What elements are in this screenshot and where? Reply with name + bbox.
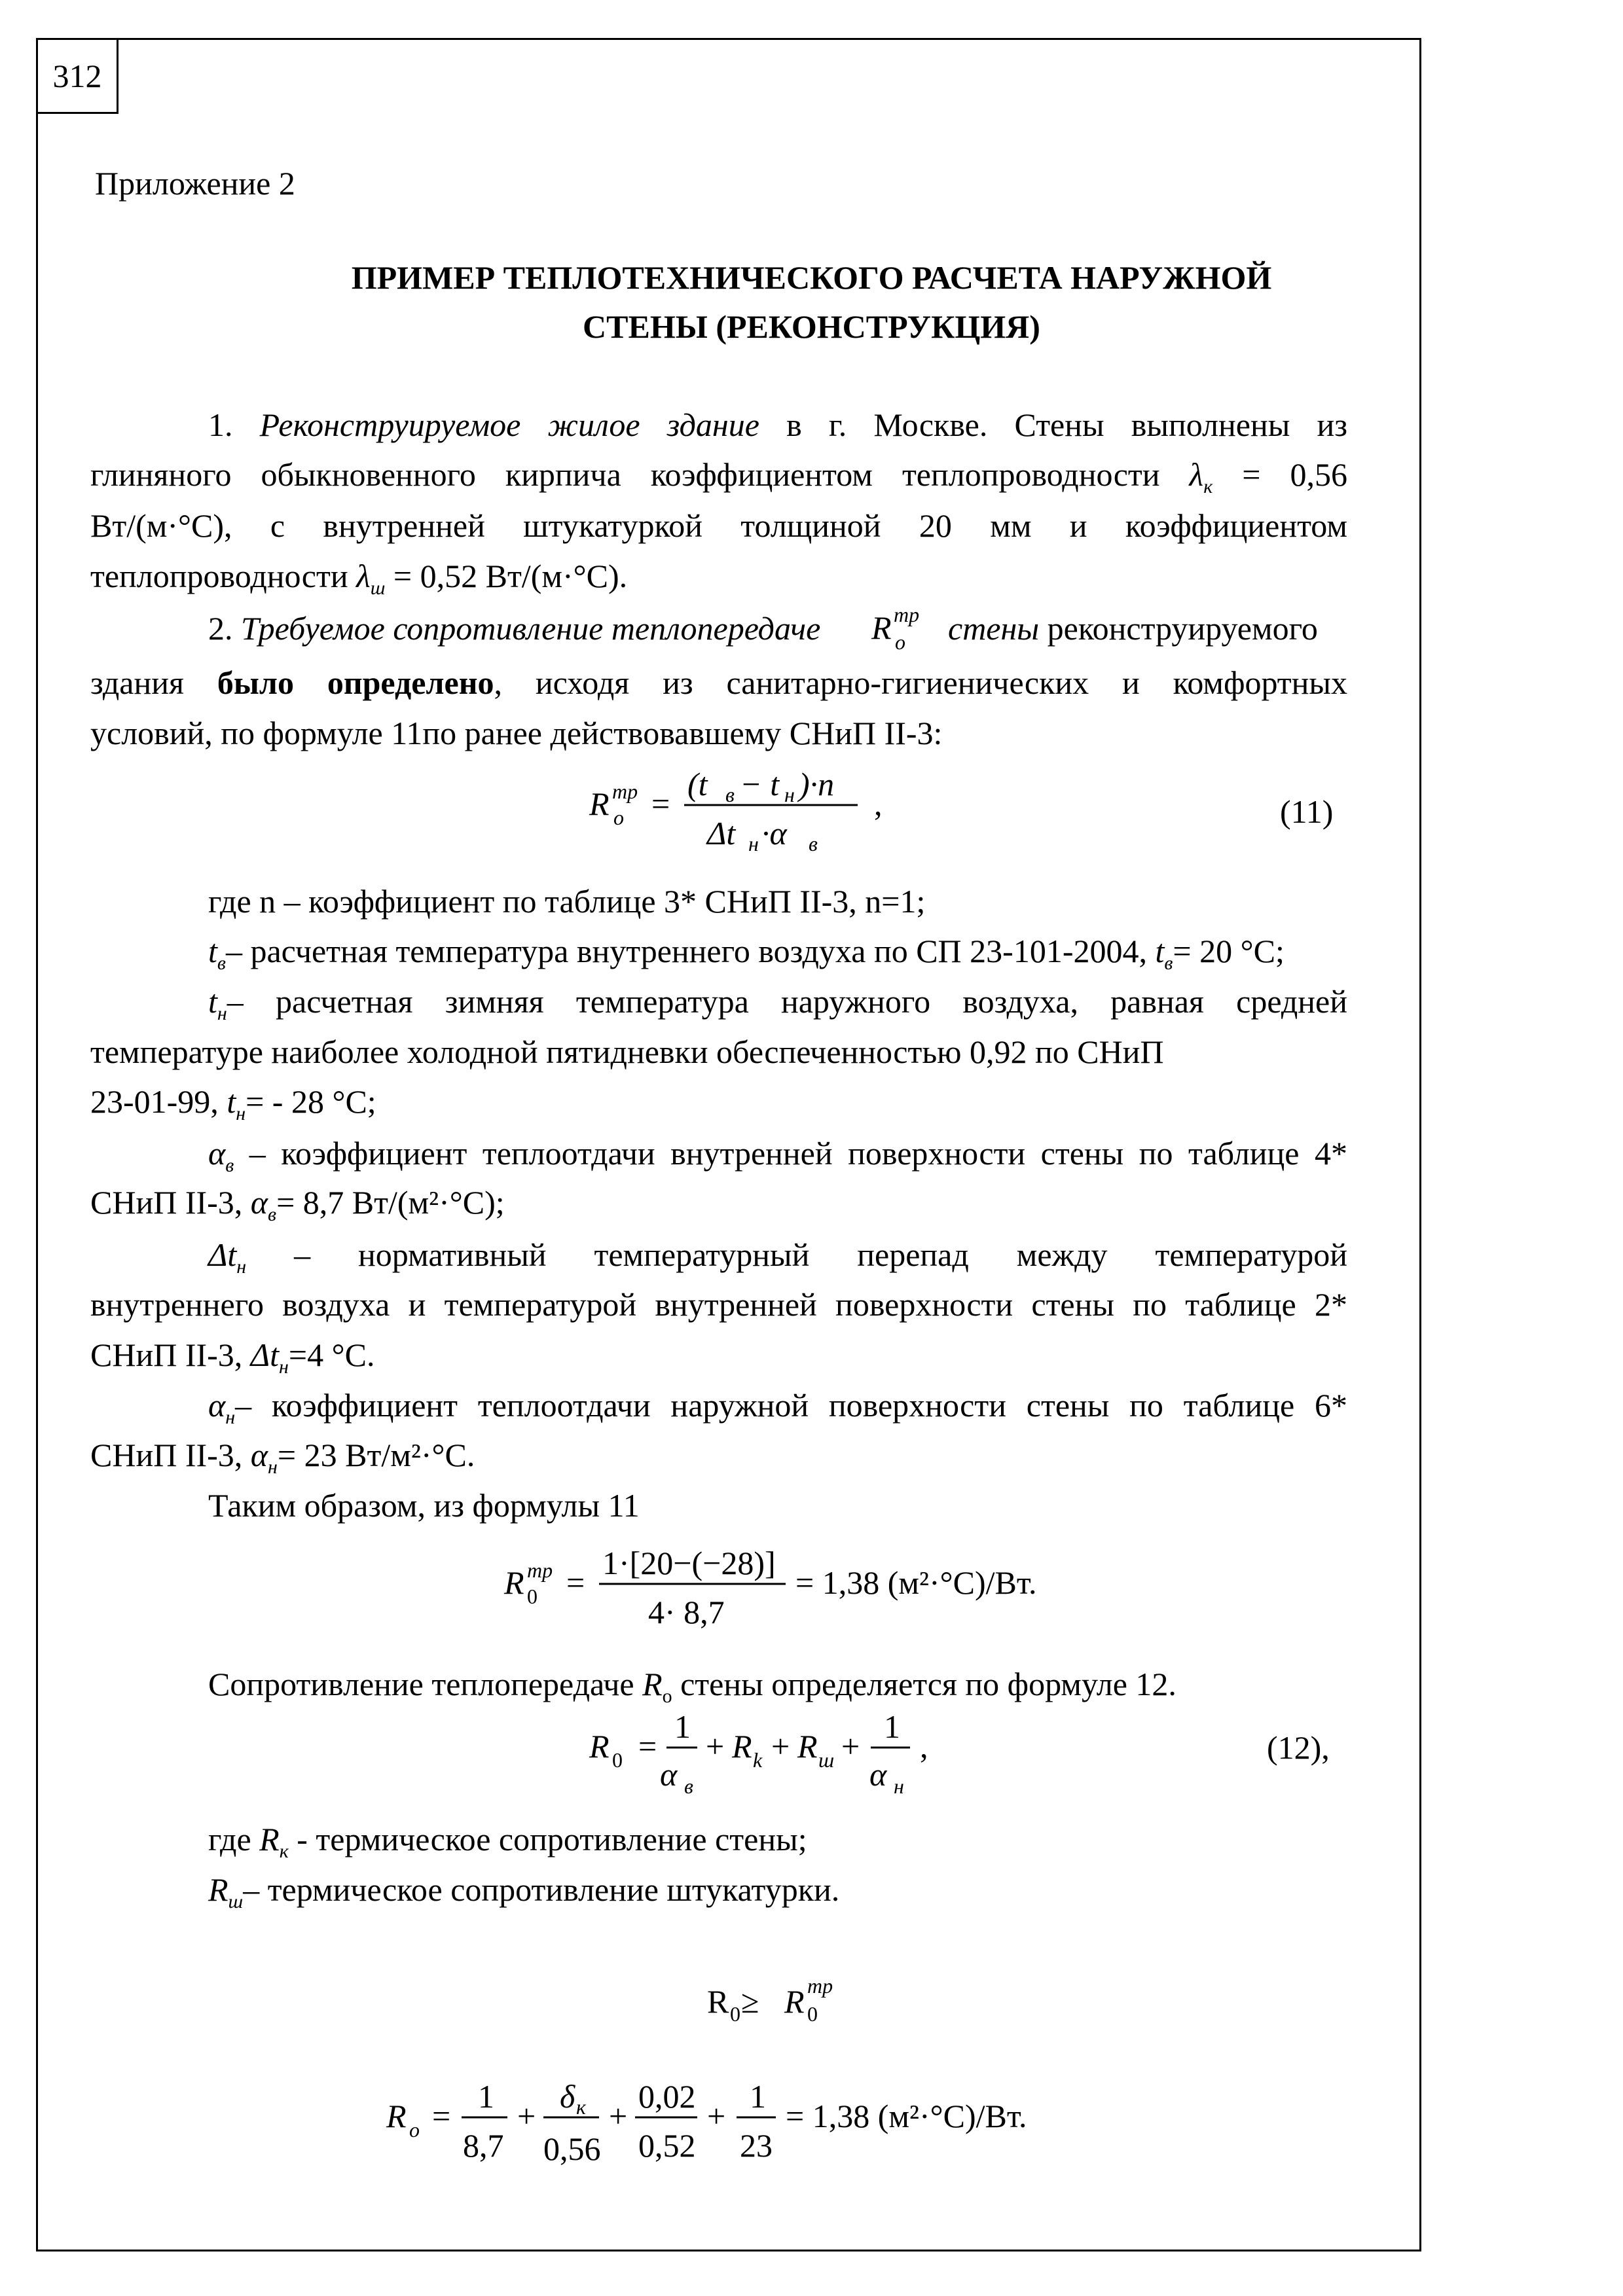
svg-text:8,7: 8,7 bbox=[463, 2127, 504, 2164]
svg-text:R: R bbox=[386, 2098, 407, 2134]
condition-r0 bbox=[701, 1964, 871, 2036]
p2-line-2: здания было определено, исходя из санитарно-гигиенических и комфортных bbox=[90, 664, 1348, 701]
def-av-line-1: $\alpha_в$ – коэффициент теплоотдачи внутренней поверхности стены по таблице 4* bbox=[208, 1135, 1347, 1176]
svg-text:R: R bbox=[797, 1728, 818, 1765]
svg-text:в: в bbox=[809, 832, 818, 855]
svg-text:0,52: 0,52 bbox=[638, 2127, 696, 2164]
appendix-label: Приложение 2 bbox=[95, 165, 295, 202]
svg-text:)·n: )·n bbox=[799, 766, 835, 802]
p1-line-3: Вт/(м·°С), с внутренней штукатуркой толщиной 20 мм и коэффициентом bbox=[90, 507, 1347, 544]
equation-11-label: (11) bbox=[1280, 793, 1334, 830]
equation-12-label: (12), bbox=[1267, 1729, 1330, 1766]
def-an-line-1: $\alpha_н-$ коэффициент теплоотдачи наружной поверхности стены по таблице 6* bbox=[208, 1387, 1347, 1428]
def-av-line-2: СНиП II-3, $\alpha_в= 8,7$ Вт/(м²·°С); bbox=[90, 1184, 505, 1225]
svg-text:0: 0 bbox=[527, 1585, 538, 1608]
p1-line-1: 1. Реконструируемое жилое здание в г. Москве. Стены выполнены из bbox=[208, 406, 1348, 443]
svg-text:k: k bbox=[753, 1748, 763, 1772]
svg-text:R: R bbox=[504, 1564, 524, 1601]
svg-text:·α: ·α bbox=[761, 815, 787, 852]
svg-text:+: + bbox=[517, 2098, 536, 2134]
svg-text:=: = bbox=[651, 785, 670, 822]
svg-text:+: + bbox=[609, 2098, 628, 2134]
svg-text:R: R bbox=[589, 785, 610, 822]
svg-text:тр: тр bbox=[807, 1974, 833, 1998]
svg-text:к: к bbox=[576, 2095, 586, 2119]
thus-line: Таким образом, из формулы 11 bbox=[208, 1487, 640, 1524]
svg-text:+: + bbox=[707, 2098, 726, 2134]
svg-text:0,56: 0,56 bbox=[543, 2130, 601, 2167]
def-n: где n – коэффициент по таблице 3* СНиП II-3, n=1; bbox=[208, 883, 926, 920]
svg-text:ш: ш bbox=[818, 1748, 835, 1772]
svg-text:,: , bbox=[874, 785, 883, 822]
svg-text:Δt: Δt bbox=[707, 815, 736, 852]
svg-text:=: = bbox=[638, 1728, 657, 1765]
svg-text:1: 1 bbox=[674, 1708, 691, 1745]
svg-text:R: R bbox=[589, 1728, 610, 1765]
svg-text:1: 1 bbox=[478, 2078, 494, 2115]
svg-text:н: н bbox=[748, 832, 759, 855]
svg-text:0: 0 bbox=[612, 1748, 623, 1772]
svg-text:23: 23 bbox=[740, 2127, 773, 2164]
svg-text:≥: ≥ bbox=[741, 1983, 759, 2020]
svg-text:α: α bbox=[869, 1756, 887, 1793]
p1-line-2: глиняного обыкновенного кирпича коэффициентом теплопроводности $\lambda_к = 0,56$ bbox=[90, 456, 1347, 497]
svg-text:+: + bbox=[841, 1728, 860, 1765]
svg-text:н: н bbox=[784, 783, 795, 806]
svg-text:R: R bbox=[707, 1983, 729, 2020]
svg-text:,: , bbox=[920, 1728, 928, 1765]
def-tv: $t_в-$ расчетная температура внутреннего воздуха по СП 23-101-2004, $t_в= 20$ °С; bbox=[208, 933, 1285, 974]
svg-text:= 1,38 (м²·°С)/Вт.: = 1,38 (м²·°С)/Вт. bbox=[786, 2098, 1027, 2134]
svg-text:o: o bbox=[613, 806, 624, 829]
rtr-inline-symbol bbox=[867, 602, 926, 661]
svg-text:− t: − t bbox=[740, 766, 780, 802]
equation-11 bbox=[576, 759, 903, 864]
svg-text:1: 1 bbox=[750, 2078, 766, 2115]
svg-text:+: + bbox=[771, 1728, 790, 1765]
title-line-1: ПРИМЕР ТЕПЛОТЕХНИЧЕСКОГО РАСЧЕТА НАРУЖНОЙ bbox=[351, 259, 1272, 296]
def-tn-line-2: температуре наиболее холодной пятидневки обеспеченностью 0,92 по СНиП bbox=[90, 1033, 1164, 1070]
svg-text:R: R bbox=[784, 1983, 805, 2020]
svg-text:в: в bbox=[684, 1774, 693, 1798]
p2-line-1-a: 2. Требуемое сопротивление теплопередаче bbox=[208, 610, 821, 647]
svg-text:=: = bbox=[566, 1564, 585, 1601]
svg-text:4· 8,7: 4· 8,7 bbox=[648, 1594, 725, 1630]
svg-text:o: o bbox=[895, 630, 905, 654]
svg-text:1·[20−(−28)]: 1·[20−(−28)] bbox=[602, 1545, 776, 1581]
svg-text:+: + bbox=[706, 1728, 725, 1765]
svg-text:тр: тр bbox=[612, 780, 638, 803]
svg-text:R: R bbox=[871, 609, 892, 646]
p2-line-3: условий, по формуле 11по ранее действовавшему СНиП II-3: bbox=[90, 715, 943, 751]
svg-text:(t: (t bbox=[687, 766, 708, 802]
def-tn-line-3: 23-01-99, $t_н= - 28$ °С; bbox=[90, 1083, 376, 1124]
svg-text:= 1,38 (м²·°С)/Вт.: = 1,38 (м²·°С)/Вт. bbox=[795, 1564, 1037, 1601]
svg-text:o: o bbox=[409, 2118, 420, 2142]
svg-text:1: 1 bbox=[884, 1708, 900, 1745]
def-tn-line-1: $t_н-$ расчетная зимняя температура наружного воздуха, равная средней bbox=[208, 983, 1347, 1024]
svg-text:0: 0 bbox=[730, 2002, 740, 2026]
svg-text:δ: δ bbox=[560, 2078, 575, 2115]
resistance-line: Сопротивление теплопередаче $R_о$ стены определяется по формуле 12. bbox=[208, 1666, 1176, 1707]
p2-line-1-b: стены реконструируемого bbox=[948, 610, 1318, 647]
svg-text:R: R bbox=[732, 1728, 752, 1765]
title-line-2: СТЕНЫ (РЕКОНСТРУКЦИЯ) bbox=[583, 308, 1040, 345]
def-dt-line-2: внутреннего воздуха и температурой внутренней поверхности стены по таблице 2* bbox=[90, 1286, 1347, 1323]
def-rk: где $R_к$ - термическое сопротивление стены; bbox=[208, 1821, 807, 1862]
equation-12 bbox=[576, 1702, 969, 1806]
svg-text:0,02: 0,02 bbox=[638, 2078, 696, 2115]
p1-line-4: теплопроводности $\lambda_ш = 0,52$ Вт/(м·°С). bbox=[90, 558, 628, 599]
svg-text:0: 0 bbox=[807, 2002, 818, 2026]
def-an-line-2: СНиП II-3, $\alpha_н= 23$ Вт/м²·°С. bbox=[90, 1437, 475, 1478]
def-dt-line-3: СНиП II-3, $\Delta t_н=4$ °С. bbox=[90, 1336, 375, 1378]
svg-text:тр: тр bbox=[527, 1558, 553, 1582]
def-dt-line-1: $\Delta t_н$ – нормативный температурный перепад между температурой bbox=[208, 1236, 1347, 1278]
svg-text:в: в bbox=[725, 783, 735, 806]
def-rsh: $R_ш-$ термическое сопротивление штукатурки. bbox=[208, 1871, 840, 1912]
equation-calc-1 bbox=[498, 1538, 1087, 1643]
svg-text:тр: тр bbox=[894, 603, 920, 626]
svg-text:н: н bbox=[894, 1774, 904, 1798]
equation-final bbox=[380, 2072, 1100, 2176]
svg-text:=: = bbox=[432, 2098, 451, 2134]
svg-text:α: α bbox=[660, 1756, 678, 1793]
page-number: 312 bbox=[36, 38, 119, 114]
